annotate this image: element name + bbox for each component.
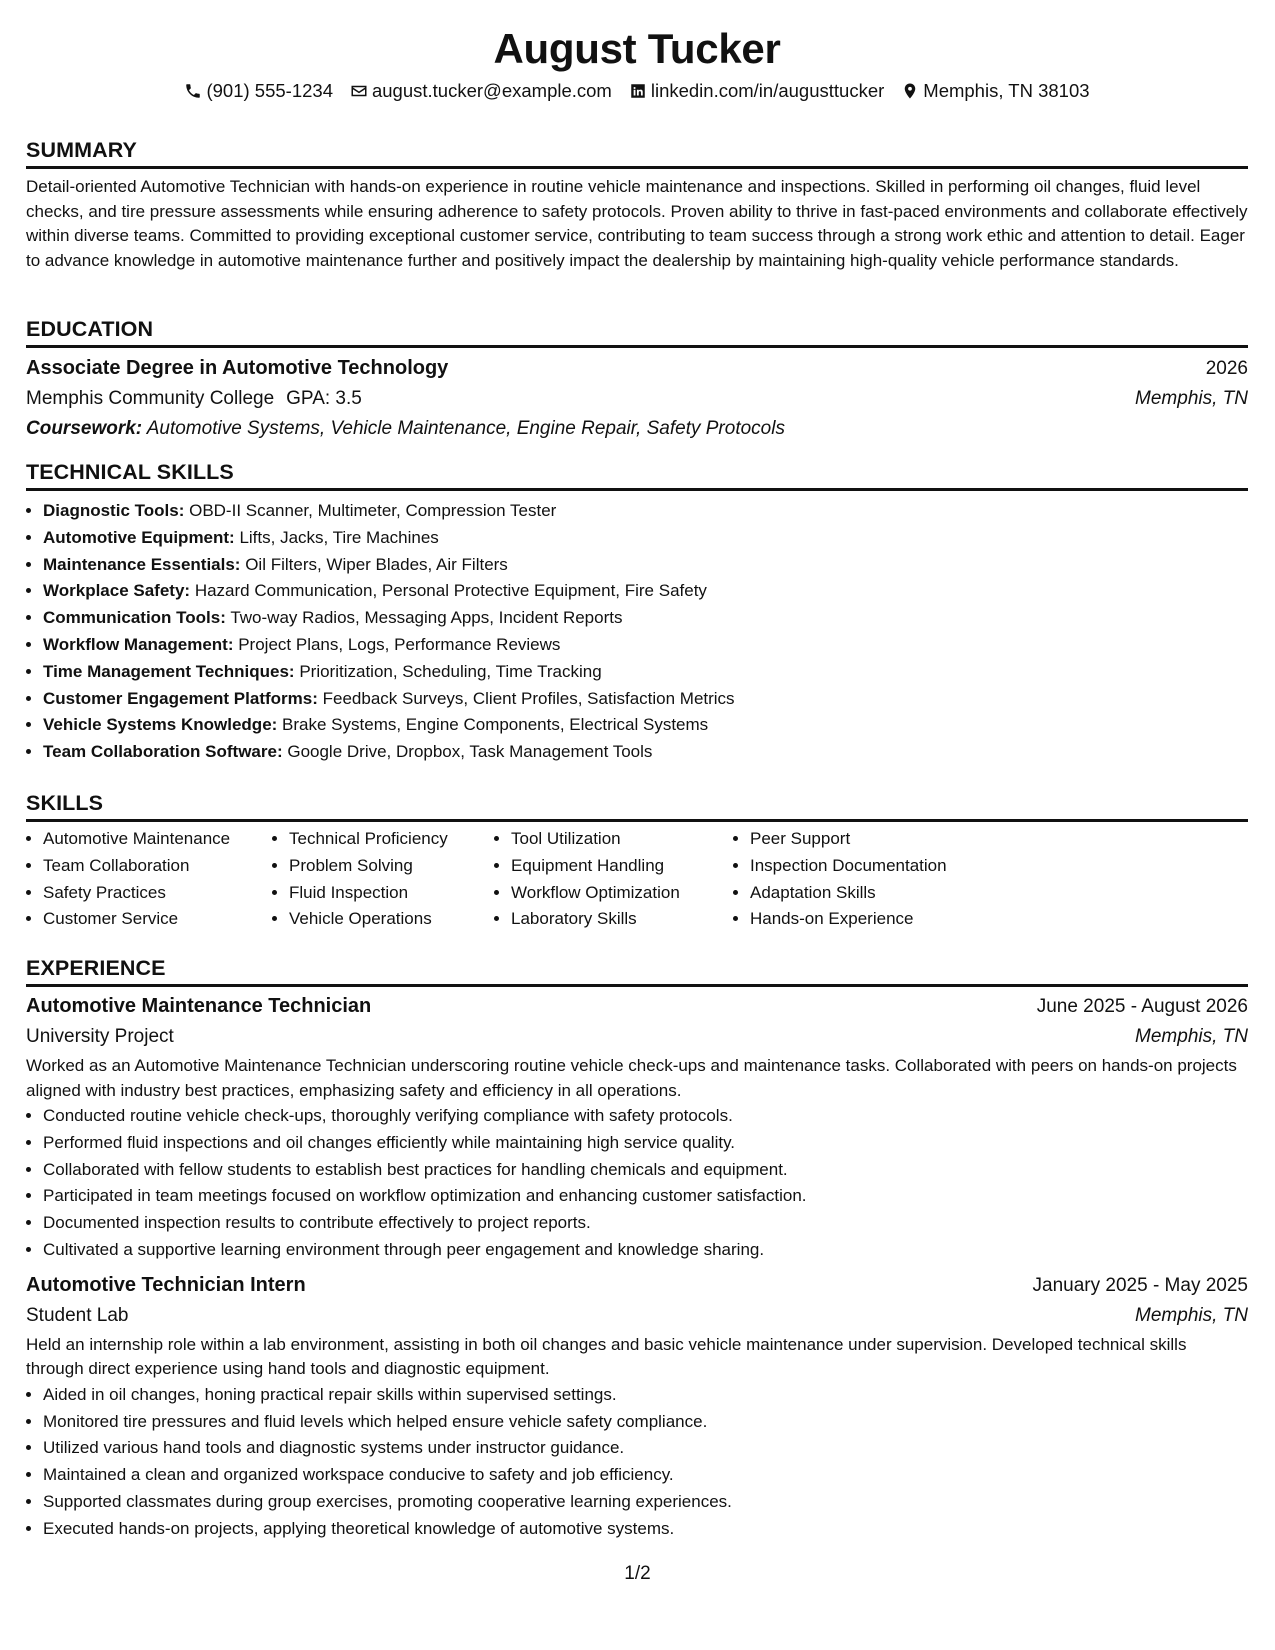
list-item: • Time Management Techniques: Prioritization, Scheduling, Time Tracking xyxy=(43,659,1248,686)
skills-section xyxy=(26,790,1248,933)
list-item: • Equipment Handling xyxy=(511,853,733,880)
list-item: • Safety Practices xyxy=(43,880,280,907)
contact-bar xyxy=(26,79,1248,103)
list-item: • Monitored tire pressures and fluid levels which helped ensure vehicle safety compliance. xyxy=(43,1409,1248,1436)
technical-skills-section xyxy=(26,459,1248,766)
coursework-label: Coursework: xyxy=(26,418,143,439)
list-item: • Conducted routine vehicle check-ups, thoroughly verifying compliance with safety protocols. xyxy=(43,1103,1248,1130)
job-dates: January 2025 - May 2025 xyxy=(1032,1274,1248,1296)
coursework xyxy=(26,414,1248,444)
candidate-name: August Tucker xyxy=(493,25,781,72)
email-text: august.tucker@example.com xyxy=(371,80,612,101)
job-bullets xyxy=(26,1103,1248,1264)
job-description: Worked as an Automotive Maintenance Technician underscoring routine vehicle check-ups and maintenance tasks. Collaborated with peers on hands-on projects aligned with industry best practices, emphasizing safety and efficiency in all operations. xyxy=(26,1056,1237,1100)
list-item: • Laboratory Skills xyxy=(511,906,733,933)
location-text: Memphis, TN 38103 xyxy=(923,80,1090,101)
resume-page xyxy=(26,0,1248,1538)
list-item: • Utilized various hand tools and diagnostic systems under instructor guidance. xyxy=(43,1435,1248,1462)
job-bullets xyxy=(26,1382,1248,1543)
list-item: • Automotive Maintenance xyxy=(43,826,280,853)
list-item: • Peer Support xyxy=(750,826,1010,853)
page-number: 1/2 xyxy=(624,1563,651,1584)
technical-skills-list xyxy=(26,498,1248,766)
skills-column xyxy=(272,826,494,933)
list-item: • Collaborated with fellow students to establish best practices for handling chemicals and equipment. xyxy=(43,1157,1248,1184)
list-item: • Aided in oil changes, honing practical repair skills within supervised settings. xyxy=(43,1382,1248,1409)
list-item: • Communication Tools: Two-way Radios, Messaging Apps, Incident Reports xyxy=(43,605,1248,632)
job-dates: June 2025 - August 2026 xyxy=(1036,996,1248,1017)
list-item: • Participated in team meetings focused on workflow optimization and enhancing customer satisfaction. xyxy=(43,1183,1248,1210)
coursework-list: Automotive Systems, Vehicle Maintenance, Engine Repair, Safety Protocols xyxy=(146,418,785,439)
gpa: GPA: 3.5 xyxy=(286,388,362,409)
contact-linkedin[interactable] xyxy=(629,79,884,103)
list-item: • Vehicle Operations xyxy=(289,906,494,933)
education-header-row xyxy=(26,353,1248,384)
list-item: • Maintained a clean and organized workspace conducive to safety and job efficiency. xyxy=(43,1462,1248,1489)
section-title-education: EDUCATION xyxy=(26,316,1248,348)
list-item: • Maintenance Essentials: Oil Filters, Wiper Blades, Air Filters xyxy=(43,552,1248,579)
degree-title: Associate Degree in Automotive Technology xyxy=(26,357,449,379)
skills-column xyxy=(26,826,280,933)
list-item: • Customer Service xyxy=(43,906,280,933)
map-pin-icon xyxy=(901,82,919,100)
list-item: • Technical Proficiency xyxy=(289,826,494,853)
section-title-summary: SUMMARY xyxy=(26,137,1248,169)
list-item: • Workplace Safety: Hazard Communication, Personal Protective Equipment, Fire Safety xyxy=(43,578,1248,605)
list-item: • Adaptation Skills xyxy=(750,880,1010,907)
skills-grid xyxy=(26,826,1248,933)
list-item: • Supported classmates during group exercises, promoting cooperative learning experiences. xyxy=(43,1489,1248,1516)
list-item: • Team Collaboration xyxy=(43,853,280,880)
contact-email[interactable] xyxy=(350,79,612,103)
list-item: • Fluid Inspection xyxy=(289,880,494,907)
job-org: Student Lab xyxy=(26,1304,129,1326)
linkedin-icon xyxy=(629,82,647,100)
list-item: • Inspection Documentation xyxy=(750,853,1010,880)
education-school-row xyxy=(26,384,1248,414)
job-description: Held an internship role within a lab environment, assisting in both oil changes and basic vehicle maintenance under supervision. Developed technical skills through direct experience using hand tools and diagnostic equipment. xyxy=(26,1334,1187,1379)
list-item: • Executed hands-on projects, applying theoretical knowledge of automotive systems. xyxy=(43,1516,1248,1543)
skills-column xyxy=(733,826,1010,933)
section-title-technical-skills: TECHNICAL SKILLS xyxy=(26,459,1248,491)
job-entry xyxy=(26,991,1248,1264)
job-entry xyxy=(26,1270,1248,1543)
list-item: • Performed fluid inspections and oil changes efficiently while maintaining high service quality. xyxy=(43,1130,1248,1157)
list-item: • Customer Engagement Platforms: Feedback Surveys, Client Profiles, Satisfaction Metrics xyxy=(43,686,1248,713)
list-item: • Automotive Equipment: Lifts, Jacks, Tire Machines xyxy=(43,525,1248,552)
skills-column xyxy=(494,826,733,933)
list-item: • Documented inspection results to contribute effectively to project reports. xyxy=(43,1210,1248,1237)
job-title: Automotive Technician Intern xyxy=(26,1273,306,1296)
contact-phone xyxy=(184,79,333,103)
job-location: Memphis, TN xyxy=(1135,1304,1248,1326)
contact-location xyxy=(901,79,1089,103)
list-item: • Team Collaboration Software: Google Drive, Dropbox, Task Management Tools xyxy=(43,739,1248,766)
school-name: Memphis Community College xyxy=(26,388,275,409)
list-item: • Tool Utilization xyxy=(511,826,733,853)
school-location: Memphis, TN xyxy=(1135,388,1248,409)
envelope-icon xyxy=(350,82,368,100)
list-item: • Vehicle Systems Knowledge: Brake Systems, Engine Components, Electrical Systems xyxy=(43,712,1248,739)
section-title-skills: SKILLS xyxy=(26,790,1248,822)
list-item: • Workflow Management: Project Plans, Logs, Performance Reviews xyxy=(43,632,1248,659)
phone-text: (901) 555-1234 xyxy=(206,80,333,101)
list-item: • Workflow Optimization xyxy=(511,880,733,907)
graduation-year: 2026 xyxy=(1205,358,1248,379)
job-title: Automotive Maintenance Technician xyxy=(26,995,372,1017)
list-item: • Diagnostic Tools: OBD-II Scanner, Multimeter, Compression Tester xyxy=(43,498,1248,525)
job-location: Memphis, TN xyxy=(1135,1026,1248,1047)
experience-section xyxy=(26,955,1248,1543)
summary-section xyxy=(26,137,1248,273)
phone-icon xyxy=(184,82,202,100)
job-org: University Project xyxy=(26,1026,174,1047)
education-section xyxy=(26,316,1248,444)
list-item: • Hands-on Experience xyxy=(750,906,1010,933)
list-item: • Problem Solving xyxy=(289,853,494,880)
section-title-experience: EXPERIENCE xyxy=(26,955,1248,987)
list-item: • Cultivated a supportive learning environment through peer engagement and knowledge sharing. xyxy=(43,1237,1248,1264)
linkedin-text: linkedin.com/in/augusttucker xyxy=(650,80,885,101)
summary-text: Detail-oriented Automotive Technician with hands-on experience in routine vehicle maintenance and inspections. Skilled in performing oil changes, fluid level checks, and tire pressure assessments while ensuring adherence to safety protocols. Proven ability to thrive in fast-paced environments and collaborate effectively within diverse teams. Committed to providing exceptional customer service, contributing to team success through a strong work ethic and attention to detail. Eager to advance knowledge in automotive maintenance further and positively impact the dealership by maintaining high-quality vehicle performance standards. xyxy=(26,177,1248,270)
